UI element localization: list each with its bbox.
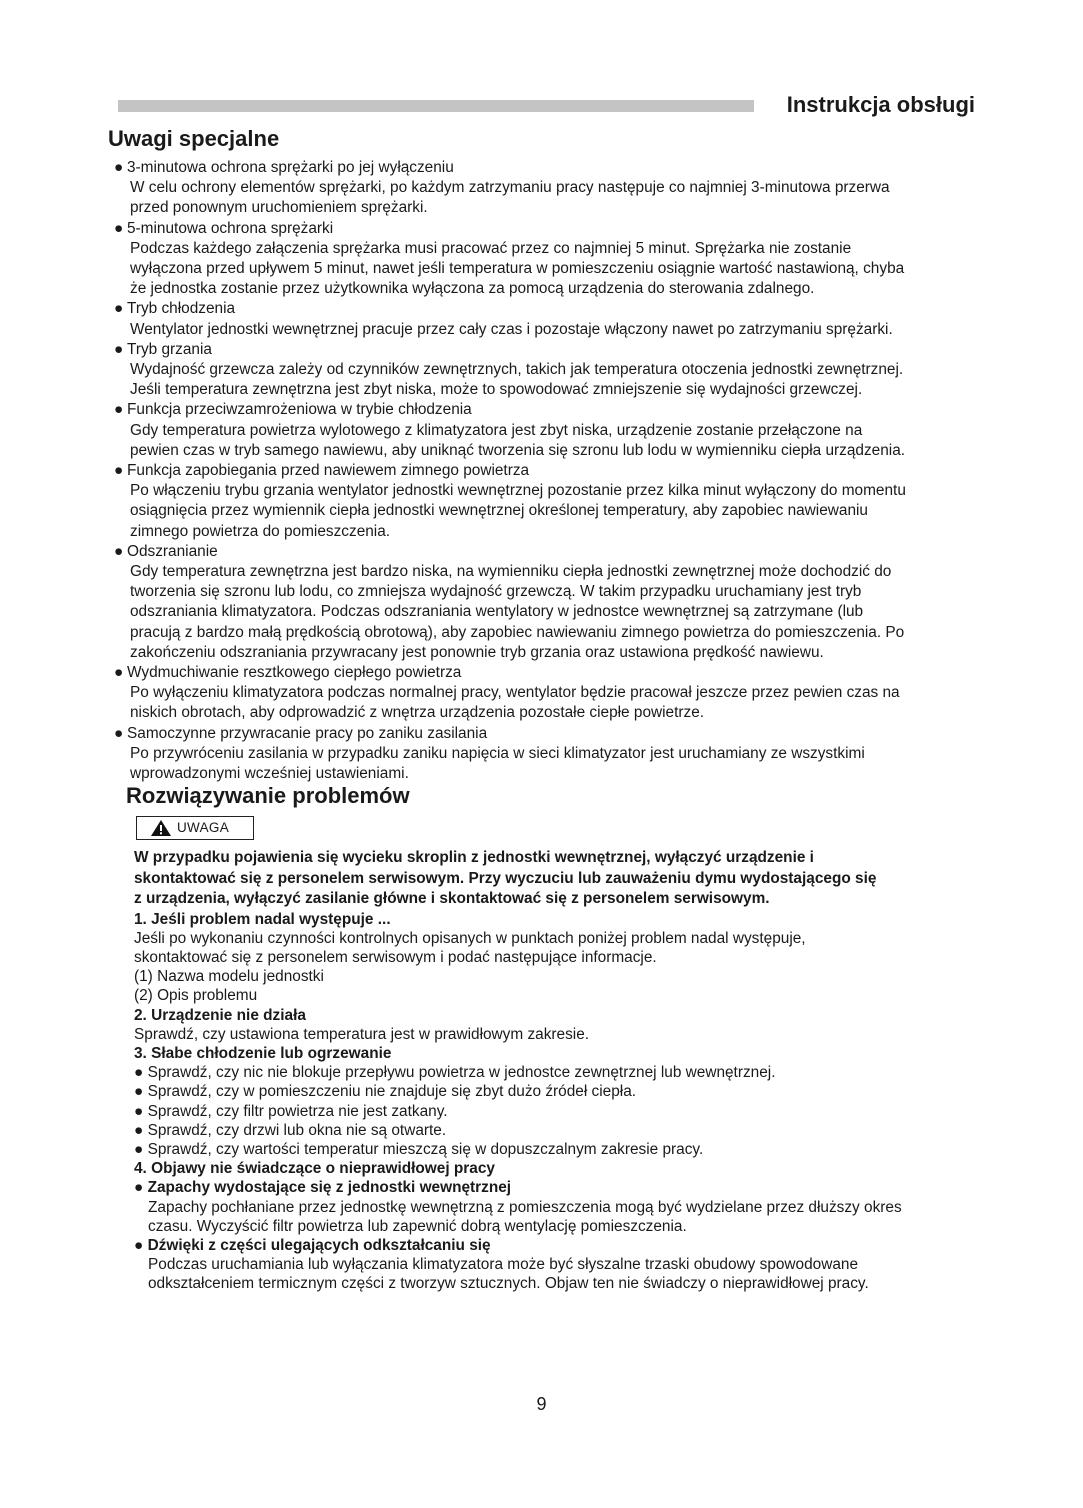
section-4b-body <box>134 1255 984 1293</box>
text-line: Zapachy pochłaniane przez jednostkę wewnętrzną z pomieszczenia mogą być wydzielane przez dłuższy okres <box>148 1198 902 1216</box>
note-title <box>114 219 984 239</box>
section-1-body <box>134 929 984 1006</box>
troubleshooting-body <box>134 848 984 1294</box>
text-line: skontaktować się z personelem serwisowym i podać następujące informacje. <box>134 948 657 966</box>
note-title <box>114 724 984 744</box>
page-number: 9 <box>536 1394 547 1414</box>
note-body-line: Po włączeniu trybu grzania wentylator jednostki wewnętrznej pozostanie przez kilka minut wyłączony do momentu <box>130 482 906 500</box>
bullet: ● <box>114 159 124 176</box>
section-4a-title: ● Zapachy wydostające się z jednostki wewnętrznej <box>134 1179 512 1197</box>
note-body-line: W celu ochrony elementów sprężarki, po każdym zatrzymaniu pracy następuje co najmniej 3-minutowa przerwa <box>130 179 890 197</box>
note-title <box>114 663 984 683</box>
warning-label: UWAGA <box>177 820 229 835</box>
note-title <box>114 542 984 562</box>
text-line: Jeśli po wykonaniu czynności kontrolnych opisanych w punktach poniżej problem nadal występuje, <box>134 929 806 947</box>
header-title: Instrukcja obsługi <box>786 92 975 117</box>
note-title-text: Samoczynne przywracanie pracy po zaniku zasilania <box>127 724 488 742</box>
note-title <box>114 400 984 420</box>
section-2-title: 2. Urządzenie nie działa <box>134 1006 306 1024</box>
note-title-text: 5-minutowa ochrona sprężarki <box>127 219 334 237</box>
note-body-line: niskich obrotach, aby odprowadzić z wnętrza urządzenia pozostałe ciepłe powietrze. <box>130 704 705 722</box>
header-bar <box>118 100 754 112</box>
bullet: ● <box>114 724 124 742</box>
note-body-line: tworzenia się szronu lub lodu, co zmniejsza wydajność grzewczą. W takim przypadku uruchamiany jest tryb <box>130 583 862 601</box>
note-body-line: pewien czas w tryb samego nawiewu, aby uniknąć tworzenia się szronu lub lodu w wymienniku ciepła urządzenia. <box>130 441 906 459</box>
note-body-line: Podczas każdego załączenia sprężarka musi pracować przez co najmniej 5 minut. Sprężarka nie zostanie <box>130 239 852 257</box>
text-line: z urządzenia, wyłączyć zasilanie główne i skontaktować się z personelem serwisowym. <box>134 890 770 907</box>
note-title-text: 3-minutowa ochrona sprężarki po jej wyłączeniu <box>127 159 454 176</box>
note-title-text: Tryb grzania <box>127 340 212 358</box>
note-body-line: Wentylator jednostki wewnętrznej pracuje przez cały czas i pozostaje włączony nawet po zatrzymaniu sprężarki. <box>130 320 893 338</box>
note-body-line: Gdy temperatura zewnętrzna jest bardzo niska, na wymienniku ciepła jednostki zewnętrznej może dochodzić do <box>130 563 892 581</box>
note-body-line: pracują z bardzo małą prędkością obrotową), aby zapobiec nawiewaniu zimnego powietrza do pomieszczenia. Po <box>130 623 905 641</box>
text-line: ● Sprawdź, czy w pomieszczeniu nie znajduje się zbyt dużo źródeł ciepła. <box>134 1083 637 1101</box>
note-body-line: Po przywróceniu zasilania w przypadku zaniku napięcia w sieci klimatyzator jest uruchamiany ze wszystkimi <box>130 744 865 762</box>
section-4b-title: ● Dźwięki z części ulegających odkształcaniu się <box>134 1236 491 1254</box>
section-4a-body <box>134 1198 984 1236</box>
note-title-text: Odszranianie <box>127 542 218 560</box>
section-3-body <box>134 1063 984 1159</box>
bullet: ● <box>114 462 124 480</box>
note-title <box>114 158 984 178</box>
note-title-text: Funkcja zapobiegania przed nawiewem zimnego powietrza <box>127 462 530 480</box>
note-title <box>114 340 984 360</box>
section-2-body <box>134 1025 984 1044</box>
note-title-text: Wydmuchiwanie resztkowego ciepłego powietrza <box>127 664 462 682</box>
text-line: ● Sprawdź, czy filtr powietrza nie jest zatkany. <box>134 1102 448 1120</box>
warning-triangle-icon <box>151 820 171 836</box>
bullet: ● <box>114 664 124 682</box>
note-body-line: Wydajność grzewcza zależy od czynników zewnętrznych, takich jak temperatura otoczenia jednostki zewnętrznej. <box>130 361 904 379</box>
text-line: odkształceniem termicznym części z tworzyw sztucznych. Objaw ten nie świadczy o nieprawidłowej pracy. <box>148 1275 869 1293</box>
text-line: W przypadku pojawienia się wycieku skroplin z jednostki wewnętrznej, wyłączyć urządzenie i <box>134 849 814 866</box>
text-line: (2) Opis problemu <box>134 987 258 1005</box>
note-body-line: wyłączona przed upływem 5 minut, nawet jeśli temperatura w pomieszczeniu osiągnie wartość nastawioną, chyba <box>130 260 905 278</box>
warning-text <box>134 848 984 910</box>
note-body-line: Gdy temperatura powietrza wylotowego z klimatyzatora jest zbyt niska, urządzenie zostanie przełączone na <box>130 421 863 439</box>
note-body-line: Po wyłączeniu klimatyzatora podczas normalnej pracy, wentylator będzie pracował jeszcze przez pewien czas na <box>130 684 900 702</box>
note-title-text: Funkcja przeciwzamrożeniowa w trybie chłodzenia <box>127 401 472 419</box>
note-title <box>114 299 984 319</box>
section-3-title: 3. Słabe chłodzenie lub ogrzewanie <box>134 1044 392 1062</box>
note-body-line: odszraniania klimatyzatora. Podczas odszraniania wentylatory w jednostce wewnętrznej są zatrzymane (lub <box>130 603 864 621</box>
warning-box <box>136 816 254 840</box>
text-line: ● Sprawdź, czy drzwi lub okna nie są otwarte. <box>134 1121 447 1139</box>
bullet: ● <box>114 401 124 419</box>
special-notes-list <box>114 158 984 784</box>
bullet: ● <box>114 300 124 318</box>
note-title-text: Tryb chłodzenia <box>127 300 236 318</box>
text-line: czasu. Wyczyścić filtr powietrza lub zapewnić dobrą wentylację pomieszczenia. <box>148 1217 687 1235</box>
bullet: ● <box>114 542 124 560</box>
bullet: ● <box>114 219 124 237</box>
note-body-line: osiągnięcia przez wymiennik ciepła jednostki wewnętrznej określonej temperatury, aby zapobiec nawiewaniu <box>130 502 868 520</box>
text-line: Sprawdź, czy ustawiona temperatura jest w prawidłowym zakresie. <box>134 1025 590 1043</box>
troubleshooting-heading: Rozwiązywanie problemów <box>126 783 410 808</box>
text-line: skontaktować się z personelem serwisowym. Przy wyczuciu lub zauważeniu dymu wydostającego się <box>134 869 877 887</box>
section-1-title: 1. Jeśli problem nadal występuje ... <box>134 910 391 928</box>
note-body-line: zimnego powietrza do pomieszczenia. <box>130 522 391 540</box>
text-line: Podczas uruchamiania lub wyłączania klimatyzatora może być słyszalne trzaski obudowy spowodowane <box>148 1256 859 1274</box>
note-body-line: przed ponownym uruchomieniem sprężarki. <box>130 199 428 217</box>
special-heading: Uwagi specjalne <box>108 126 280 151</box>
section-4-title: 4. Objawy nie świadczące o nieprawidłowej pracy <box>134 1160 495 1178</box>
note-body-line: zakończeniu odszraniania przywracany jest ponownie tryb grzania oraz ustawiona prędkość nawiewu. <box>130 643 824 661</box>
note-body-line: Jeśli temperatura zewnętrzna jest zbyt niska, może to spowodować zmniejszenie się wydajności grzewczej. <box>130 381 863 399</box>
note-title <box>114 461 984 481</box>
bullet: ● <box>114 340 124 358</box>
text-line: ● Sprawdź, czy wartości temperatur mieszczą się w dopuszczalnym zakresie pracy. <box>134 1140 704 1158</box>
text-line: (1) Nazwa modelu jednostki <box>134 968 324 986</box>
note-body-line: wprowadzonymi wcześniej ustawieniami. <box>130 765 409 783</box>
note-body-line: że jednostka zostanie przez użytkownika wyłączona za pomocą urządzenia do sterowania zdalnego. <box>130 280 815 298</box>
text-line: ● Sprawdź, czy nic nie blokuje przepływu powietrza w jednostce zewnętrznej lub wewnętrznej. <box>134 1064 776 1082</box>
